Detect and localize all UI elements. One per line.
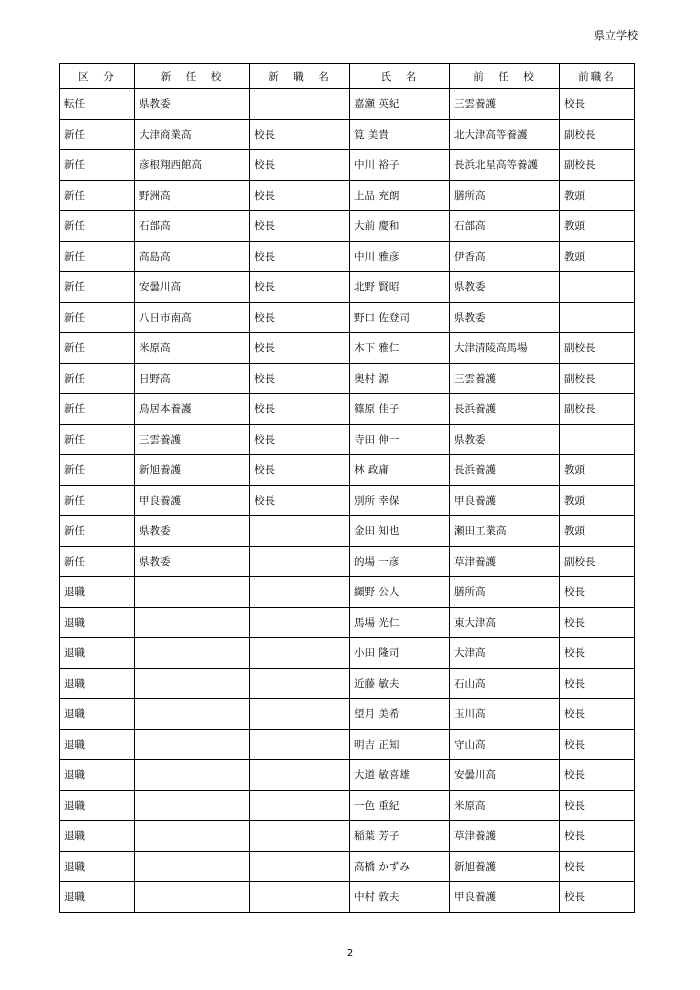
table-row [60,211,635,242]
cell-previous-school: 新旭養護 [450,851,560,882]
cell-new-school: 野洲高 [135,180,250,211]
cell-new-position: 校長 [250,394,350,425]
cell-previous-position: 副校長 [560,394,635,425]
column-header-category: 区 分 [60,64,135,89]
cell-name: 望月 美希 [350,699,450,730]
cell-new-school: 日野高 [135,363,250,394]
cell-previous-position: 校長 [560,851,635,882]
cell-previous-position: 教頭 [560,485,635,516]
table-row [60,729,635,760]
cell-new-position [250,638,350,669]
cell-new-school: 高島高 [135,241,250,272]
cell-previous-position: 校長 [560,607,635,638]
cell-name: 馬場 光仁 [350,607,450,638]
cell-name: 上品 充朗 [350,180,450,211]
cell-previous-position: 校長 [560,699,635,730]
cell-previous-school: 長浜養護 [450,455,560,486]
cell-new-position: 校長 [250,119,350,150]
cell-previous-school: 三雲養護 [450,89,560,120]
table-row [60,668,635,699]
table-row [60,821,635,852]
cell-category: 新任 [60,485,135,516]
cell-name: 小田 隆司 [350,638,450,669]
cell-previous-school: 大津清陵高馬場 [450,333,560,364]
table-row [60,546,635,577]
table-row [60,760,635,791]
cell-previous-school: 草津養護 [450,821,560,852]
table-row [60,699,635,730]
cell-new-position [250,729,350,760]
table-row [60,272,635,303]
table-row [60,89,635,120]
cell-new-school [135,790,250,821]
table-row [60,394,635,425]
cell-name: 嘉瀬 英紀 [350,89,450,120]
cell-name: 的場 一彦 [350,546,450,577]
cell-new-position: 校長 [250,302,350,333]
cell-new-school: 鳥居本養護 [135,394,250,425]
cell-previous-school: 石部高 [450,211,560,242]
table-body [60,89,635,913]
table-row [60,363,635,394]
column-header-previous-school: 前 任 校 [450,64,560,89]
cell-previous-school: 膳所高 [450,180,560,211]
cell-new-position: 校長 [250,455,350,486]
cell-previous-position: 校長 [560,760,635,791]
cell-new-school [135,699,250,730]
cell-category: 退職 [60,760,135,791]
cell-new-school [135,882,250,913]
cell-previous-position: 校長 [560,577,635,608]
cell-category: 退職 [60,882,135,913]
cell-new-position [250,607,350,638]
cell-previous-position: 校長 [560,89,635,120]
cell-previous-position: 校長 [560,668,635,699]
cell-name: 近藤 敏夫 [350,668,450,699]
cell-name: 纐野 公人 [350,577,450,608]
cell-category: 新任 [60,150,135,181]
cell-previous-position: 校長 [560,882,635,913]
cell-category: 退職 [60,699,135,730]
cell-previous-school: 甲良養護 [450,485,560,516]
cell-new-position [250,699,350,730]
cell-category: 退職 [60,577,135,608]
cell-category: 新任 [60,546,135,577]
cell-name: 木下 雅仁 [350,333,450,364]
cell-category: 退職 [60,851,135,882]
cell-new-school [135,668,250,699]
cell-category: 新任 [60,180,135,211]
cell-new-school: 県教委 [135,516,250,547]
cell-name: 大前 慶和 [350,211,450,242]
cell-category: 新任 [60,211,135,242]
cell-name: 中川 雅彦 [350,241,450,272]
cell-new-position: 校長 [250,211,350,242]
cell-new-school: 八日市南高 [135,302,250,333]
cell-category: 退職 [60,607,135,638]
cell-category: 新任 [60,394,135,425]
table-row [60,455,635,486]
cell-category: 新任 [60,272,135,303]
cell-category: 新任 [60,516,135,547]
cell-new-school: 米原高 [135,333,250,364]
cell-new-school: 彦根翔西館高 [135,150,250,181]
cell-previous-school: 甲良養護 [450,882,560,913]
cell-previous-position: 副校長 [560,150,635,181]
cell-name: 中村 敦夫 [350,882,450,913]
cell-new-school [135,729,250,760]
cell-previous-school: 安曇川高 [450,760,560,791]
cell-category: 新任 [60,302,135,333]
cell-previous-school: 伊香高 [450,241,560,272]
cell-previous-position: 教頭 [560,455,635,486]
cell-new-school: 大津商業高 [135,119,250,150]
personnel-table [59,63,635,913]
cell-name: 大道 敏喜雄 [350,760,450,791]
cell-new-position [250,821,350,852]
cell-previous-position [560,424,635,455]
cell-new-position [250,668,350,699]
cell-new-position [250,577,350,608]
cell-new-school: 甲良養護 [135,485,250,516]
cell-category: 退職 [60,638,135,669]
cell-new-position [250,882,350,913]
cell-previous-school: 長浜養護 [450,394,560,425]
cell-previous-school: 膳所高 [450,577,560,608]
cell-name: 中川 裕子 [350,150,450,181]
cell-previous-school: 県教委 [450,302,560,333]
cell-new-position: 校長 [250,424,350,455]
cell-previous-school: 石山高 [450,668,560,699]
table-row [60,302,635,333]
cell-previous-school: 米原高 [450,790,560,821]
cell-previous-school: 県教委 [450,424,560,455]
cell-previous-position: 校長 [560,790,635,821]
cell-new-position: 校長 [250,485,350,516]
cell-previous-school: 大津高 [450,638,560,669]
cell-previous-school: 草津養護 [450,546,560,577]
cell-category: 新任 [60,119,135,150]
column-header-name: 氏 名 [350,64,450,89]
cell-new-position: 校長 [250,241,350,272]
cell-category: 退職 [60,729,135,760]
column-header-previous-position: 前職名 [560,64,635,89]
cell-previous-school: 長浜北星高等養護 [450,150,560,181]
cell-new-position: 校長 [250,363,350,394]
cell-category: 退職 [60,790,135,821]
cell-new-school [135,760,250,791]
table-row [60,851,635,882]
cell-new-school [135,607,250,638]
table-row [60,150,635,181]
cell-new-position [250,851,350,882]
table-header-row [60,64,635,89]
cell-new-school [135,638,250,669]
cell-name: 別所 幸保 [350,485,450,516]
cell-previous-school: 三雲養護 [450,363,560,394]
cell-previous-school: 守山高 [450,729,560,760]
table-row [60,424,635,455]
cell-previous-position: 教頭 [560,516,635,547]
cell-new-school [135,821,250,852]
cell-name: 北野 賢昭 [350,272,450,303]
column-header-new-position: 新 職 名 [250,64,350,89]
cell-previous-position: 副校長 [560,119,635,150]
cell-previous-school: 玉川高 [450,699,560,730]
cell-name: 一色 重紀 [350,790,450,821]
school-category-label: 県立学校 [594,29,638,42]
cell-name: 林 政庸 [350,455,450,486]
cell-name: 高橋 かずみ [350,851,450,882]
cell-previous-position: 校長 [560,638,635,669]
cell-new-school [135,577,250,608]
cell-previous-position: 副校長 [560,546,635,577]
cell-name: 筧 美貴 [350,119,450,150]
table-row [60,516,635,547]
cell-previous-position: 校長 [560,821,635,852]
cell-previous-school: 東大津高 [450,607,560,638]
cell-previous-position: 教頭 [560,241,635,272]
cell-previous-position: 教頭 [560,180,635,211]
cell-previous-school: 北大津高等養護 [450,119,560,150]
cell-category: 新任 [60,241,135,272]
cell-category: 新任 [60,455,135,486]
cell-previous-position: 副校長 [560,363,635,394]
cell-previous-position [560,302,635,333]
cell-name: 篠原 佳子 [350,394,450,425]
table-row [60,790,635,821]
table-row [60,485,635,516]
cell-name: 明吉 正知 [350,729,450,760]
cell-name: 金田 知也 [350,516,450,547]
cell-previous-position: 副校長 [560,333,635,364]
cell-new-school: 石部高 [135,211,250,242]
cell-new-position [250,546,350,577]
table-row [60,180,635,211]
table-row [60,577,635,608]
table-row [60,241,635,272]
table-row [60,607,635,638]
cell-new-school: 安曇川高 [135,272,250,303]
cell-new-school: 新旭養護 [135,455,250,486]
cell-category: 新任 [60,363,135,394]
cell-category: 新任 [60,333,135,364]
cell-new-position [250,516,350,547]
table-row [60,882,635,913]
cell-new-position: 校長 [250,272,350,303]
cell-new-position: 校長 [250,333,350,364]
cell-name: 稲葉 芳子 [350,821,450,852]
cell-name: 寺田 伸一 [350,424,450,455]
cell-new-position [250,760,350,791]
cell-previous-position: 教頭 [560,211,635,242]
cell-name: 野口 佐登司 [350,302,450,333]
cell-name: 奥村 源 [350,363,450,394]
cell-category: 転任 [60,89,135,120]
cell-previous-school: 県教委 [450,272,560,303]
cell-previous-position: 校長 [560,729,635,760]
table-row [60,638,635,669]
cell-new-position: 校長 [250,180,350,211]
cell-new-position [250,790,350,821]
cell-new-school: 三雲養護 [135,424,250,455]
cell-new-school [135,851,250,882]
cell-previous-position [560,272,635,303]
cell-category: 退職 [60,821,135,852]
column-header-new-school: 新 任 校 [135,64,250,89]
cell-previous-school: 瀬田工業高 [450,516,560,547]
table-row [60,333,635,364]
cell-new-position: 校長 [250,150,350,181]
cell-category: 退職 [60,668,135,699]
cell-new-position [250,89,350,120]
page-number: 2 [346,948,354,959]
cell-new-school: 県教委 [135,546,250,577]
cell-new-school: 県教委 [135,89,250,120]
cell-category: 新任 [60,424,135,455]
table-row [60,119,635,150]
